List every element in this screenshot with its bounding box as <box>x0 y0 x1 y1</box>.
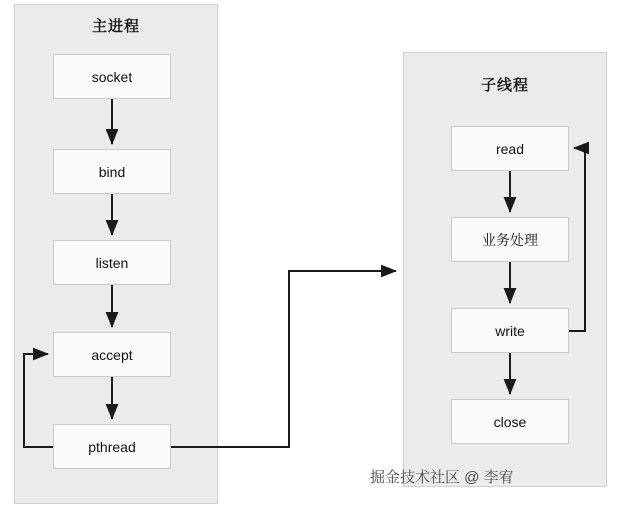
watermark-text: 掘金技术社区 @ 李宥 <box>370 469 514 486</box>
node-listen[interactable]: listen <box>53 240 171 285</box>
panel-child-thread-title: 子线程 <box>480 77 529 94</box>
node-business-processing[interactable]: 业务处理 <box>451 217 569 262</box>
node-accept[interactable]: accept <box>53 332 171 377</box>
node-write[interactable]: write <box>451 308 569 353</box>
edge-pthread-read <box>171 271 396 447</box>
panel-main-process-title: 主进程 <box>91 18 140 35</box>
node-socket[interactable]: socket <box>53 54 171 99</box>
node-pthread[interactable]: pthread <box>53 424 171 469</box>
node-bind[interactable]: bind <box>53 149 171 194</box>
node-read[interactable]: read <box>451 126 569 171</box>
edge-write-read-loop <box>569 148 585 331</box>
edge-pthread-accept-loop <box>24 354 53 447</box>
node-close[interactable]: close <box>451 399 569 444</box>
